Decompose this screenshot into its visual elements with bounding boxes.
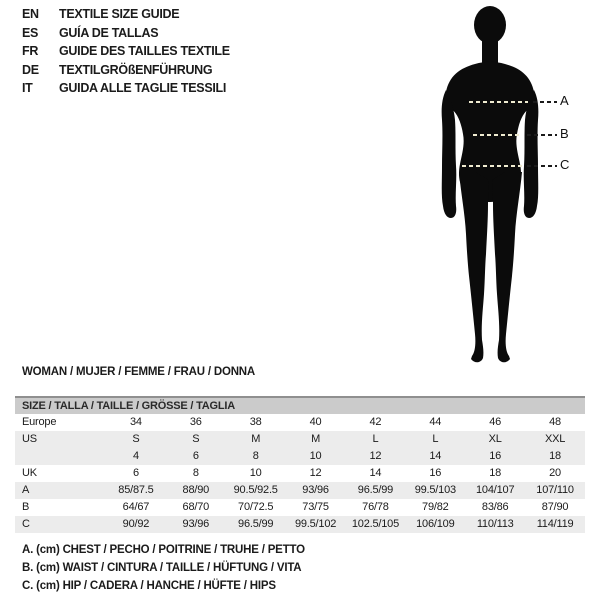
size-cell: 6 (192, 450, 199, 462)
language-row (22, 42, 230, 61)
language-row (22, 24, 230, 43)
language-title: TEXTILE SIZE GUIDE (59, 7, 180, 22)
size-table-row (15, 499, 585, 516)
size-cell: 14 (369, 467, 382, 479)
size-cell: 93/96 (182, 518, 210, 530)
size-cell: 106/109 (416, 518, 455, 530)
language-code: FR (22, 44, 39, 59)
size-table-row (15, 482, 585, 499)
size-cell: 90/92 (122, 518, 150, 530)
size-cell: 93/96 (302, 484, 329, 496)
size-cell: 76/78 (362, 501, 389, 513)
silhouette-left-leg (459, 172, 489, 362)
legend-line: C. (cm) HIP / CADERA / HANCHE / HÜFTE / HIPS (22, 580, 276, 592)
woman-silhouette (435, 4, 560, 364)
size-table-row (15, 448, 585, 465)
size-cell: 18 (549, 450, 561, 462)
row-label: UK (22, 467, 37, 479)
row-label: Europe (22, 416, 57, 428)
size-cell: 73/75 (302, 501, 329, 513)
size-cell: 102.5/105 (351, 518, 399, 530)
measure-letter: B (560, 126, 569, 141)
language-code: IT (22, 81, 33, 96)
size-cell: XXL (544, 433, 566, 445)
size-cell: 68/70 (182, 501, 210, 513)
size-table-body (15, 414, 585, 533)
language-row (22, 61, 230, 80)
size-table-row (15, 414, 585, 431)
size-cell: 14 (429, 450, 442, 462)
size-table-row (15, 431, 585, 448)
language-code: EN (22, 7, 39, 22)
size-cell: 12 (369, 450, 382, 462)
size-cell: XL (488, 433, 502, 445)
size-cell: 44 (429, 416, 442, 428)
measure-dash-on-body (469, 101, 528, 103)
size-cell: 107/110 (536, 484, 574, 496)
measure-dash-off-body (533, 101, 557, 103)
language-title: GUÍA DE TALLAS (59, 25, 159, 40)
language-row (22, 5, 230, 24)
measure-dash-off-body (527, 134, 557, 136)
row-label: C (22, 518, 30, 530)
size-cell: 8 (252, 450, 259, 462)
size-cell: 46 (489, 416, 502, 428)
size-table-header: SIZE / TALLA / TAILLE / GRÖSSE / TAGLIA (15, 396, 585, 414)
size-cell: 70/72.5 (238, 501, 274, 513)
measure-dash-off-body (527, 165, 557, 167)
size-cell: 36 (189, 416, 202, 428)
size-cell: 79/82 (422, 501, 449, 513)
size-cell: 4 (132, 450, 139, 462)
legend-line: A. (cm) CHEST / PECHO / POITRINE / TRUHE / PETTO (22, 544, 305, 556)
size-cell: L (372, 433, 379, 445)
size-cell: 88/90 (182, 484, 210, 496)
size-cell: M (311, 433, 321, 445)
size-cell: 16 (489, 450, 502, 462)
measure-letter: A (560, 93, 569, 108)
measure-dash-on-body (462, 165, 523, 167)
language-code: ES (22, 25, 39, 40)
size-cell: 42 (369, 416, 382, 428)
language-row (22, 79, 230, 98)
row-label: A (22, 484, 30, 496)
size-cell: 64/67 (122, 501, 150, 513)
measurement-legend (22, 541, 305, 595)
size-cell: 85/87.5 (118, 484, 154, 496)
silhouette-neck (482, 28, 498, 66)
language-title: TEXTILGRÖßENFÜHRUNG (59, 62, 213, 77)
size-cell: L (432, 433, 439, 445)
size-cell: 10 (249, 467, 262, 479)
row-label: US (22, 433, 37, 445)
size-cell: 34 (130, 416, 142, 428)
size-cell: 110/113 (476, 518, 514, 530)
size-cell: 99.5/103 (414, 484, 456, 496)
size-cell: 96.5/99 (357, 484, 394, 496)
silhouette-right-leg (492, 172, 522, 362)
size-cell: 10 (309, 450, 322, 462)
size-cell: 8 (192, 467, 199, 479)
measure-letter: C (560, 157, 570, 172)
language-code: DE (22, 62, 39, 77)
size-cell: 18 (489, 467, 502, 479)
size-cell: 83/86 (481, 501, 509, 513)
legend-line: B. (cm) WAIST / CINTURA / TAILLE / HÜFTUNG / VITA (22, 562, 302, 574)
size-cell: 87/90 (541, 501, 569, 513)
size-cell: 20 (549, 467, 561, 479)
size-cell: 40 (309, 416, 322, 428)
size-cell: S (132, 433, 140, 445)
size-cell: 16 (429, 467, 442, 479)
size-table-row (15, 465, 585, 482)
row-label (15, 448, 106, 465)
language-title: GUIDA ALLE TAGLIE TESSILI (59, 81, 227, 96)
size-cell: 99.5/102 (294, 518, 337, 530)
size-cell: 12 (309, 467, 322, 479)
size-cell: 38 (249, 416, 262, 428)
size-cell: 104/107 (476, 484, 515, 496)
language-title-list (22, 5, 230, 98)
size-cell: 48 (549, 416, 561, 428)
size-cell: 90.5/92.5 (233, 484, 278, 496)
size-cell: 96.5/99 (238, 518, 274, 530)
measure-dash-on-body (473, 134, 521, 136)
section-title: WOMAN / MUJER / FEMME / FRAU / DONNA (22, 366, 256, 378)
size-cell: M (251, 433, 261, 445)
row-label: B (22, 501, 30, 513)
size-cell: S (192, 433, 200, 445)
language-title: GUIDE DES TAILLES TEXTILE (59, 44, 230, 59)
size-cell: 114/119 (536, 518, 574, 530)
size-table (15, 396, 585, 533)
size-table-row (15, 516, 585, 533)
size-cell: 6 (132, 467, 139, 479)
